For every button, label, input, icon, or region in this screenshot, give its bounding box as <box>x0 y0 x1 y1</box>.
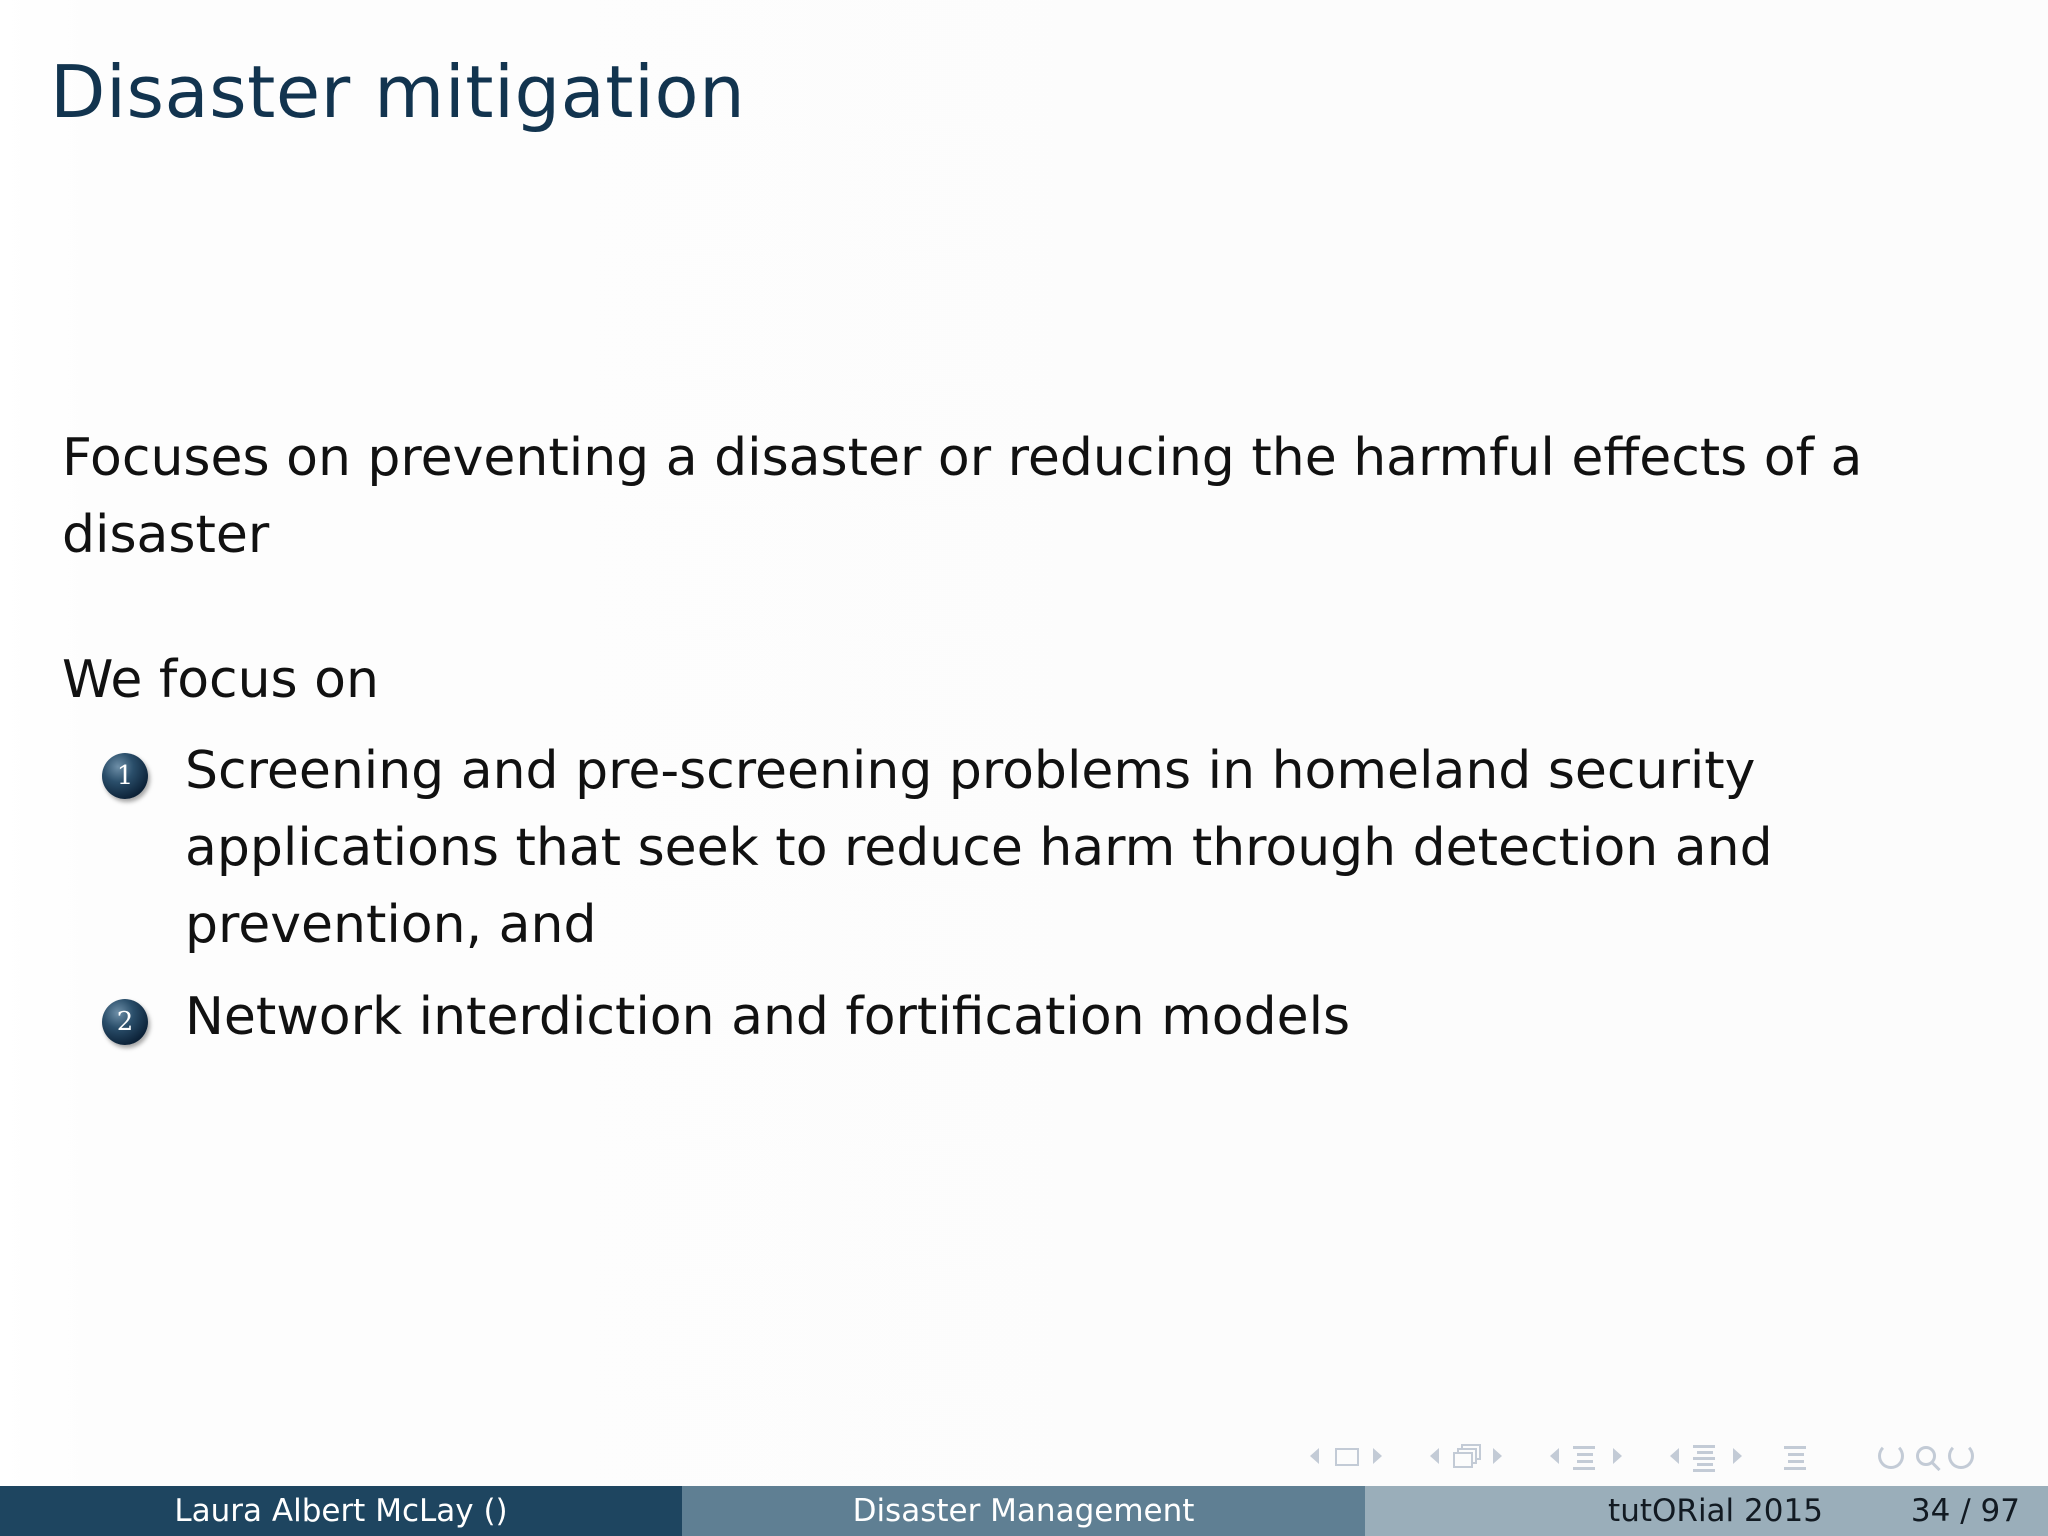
page-current: 34 <box>1910 1493 1951 1529</box>
page-counter <box>1911 1493 2020 1529</box>
page-total: 97 <box>1980 1493 2020 1529</box>
document-nav[interactable] <box>1660 1443 1752 1469</box>
beamer-navigation-bar <box>1300 1438 1974 1474</box>
document-prev-icon[interactable] <box>1670 1448 1679 1464</box>
redo-icon[interactable] <box>1948 1443 1974 1469</box>
subsection-next-icon[interactable] <box>1493 1448 1502 1464</box>
section-next-icon[interactable] <box>1613 1448 1622 1464</box>
document-nav-icon[interactable] <box>1689 1443 1723 1469</box>
footer-date: tutORial 2015 <box>1608 1493 1823 1529</box>
document-next-icon[interactable] <box>1733 1448 1742 1464</box>
section-prev-icon[interactable] <box>1550 1448 1559 1464</box>
footer-info <box>1365 1486 2048 1536</box>
zoom-icon[interactable] <box>1916 1446 1936 1466</box>
list-item-text: Network interdiction and fortification models <box>185 987 1351 1047</box>
undo-icon[interactable] <box>1878 1443 1904 1469</box>
frame-next-icon[interactable] <box>1373 1448 1382 1464</box>
frame-prev-icon[interactable] <box>1310 1448 1319 1464</box>
focus-intro: We focus on <box>62 650 379 710</box>
footline <box>0 1486 2048 1536</box>
slide-title: Disaster mitigation <box>50 50 746 134</box>
section-nav-icon[interactable] <box>1569 1443 1603 1469</box>
frame-nav[interactable] <box>1300 1443 1392 1469</box>
search-nav <box>1878 1443 1974 1469</box>
definition-paragraph: Focuses on preventing a disaster or reducing the harmful effects of a disaster <box>62 428 1863 565</box>
footer-author: Laura Albert McLay () <box>0 1486 682 1536</box>
frame-nav-icon[interactable] <box>1329 1443 1363 1469</box>
subsection-nav[interactable] <box>1420 1443 1512 1469</box>
list-item-text: Screening and pre-screening problems in homeland security applications that seek to reduce harm through detection and prevention, and <box>185 741 1773 955</box>
appendix-nav[interactable] <box>1780 1443 1814 1469</box>
enumeration-ball-icon: 1 <box>102 753 148 799</box>
page-separator: / <box>1960 1493 1971 1529</box>
appendix-nav-icon[interactable] <box>1780 1443 1814 1469</box>
section-nav[interactable] <box>1540 1443 1632 1469</box>
enumeration-ball-icon: 2 <box>102 999 148 1045</box>
list-item <box>0 979 1825 1056</box>
footer-short-title: Disaster Management <box>682 1486 1365 1536</box>
subsection-prev-icon[interactable] <box>1430 1448 1439 1464</box>
subsection-nav-icon[interactable] <box>1449 1443 1483 1469</box>
list-item <box>0 733 1825 964</box>
focus-list <box>0 733 2048 1071</box>
